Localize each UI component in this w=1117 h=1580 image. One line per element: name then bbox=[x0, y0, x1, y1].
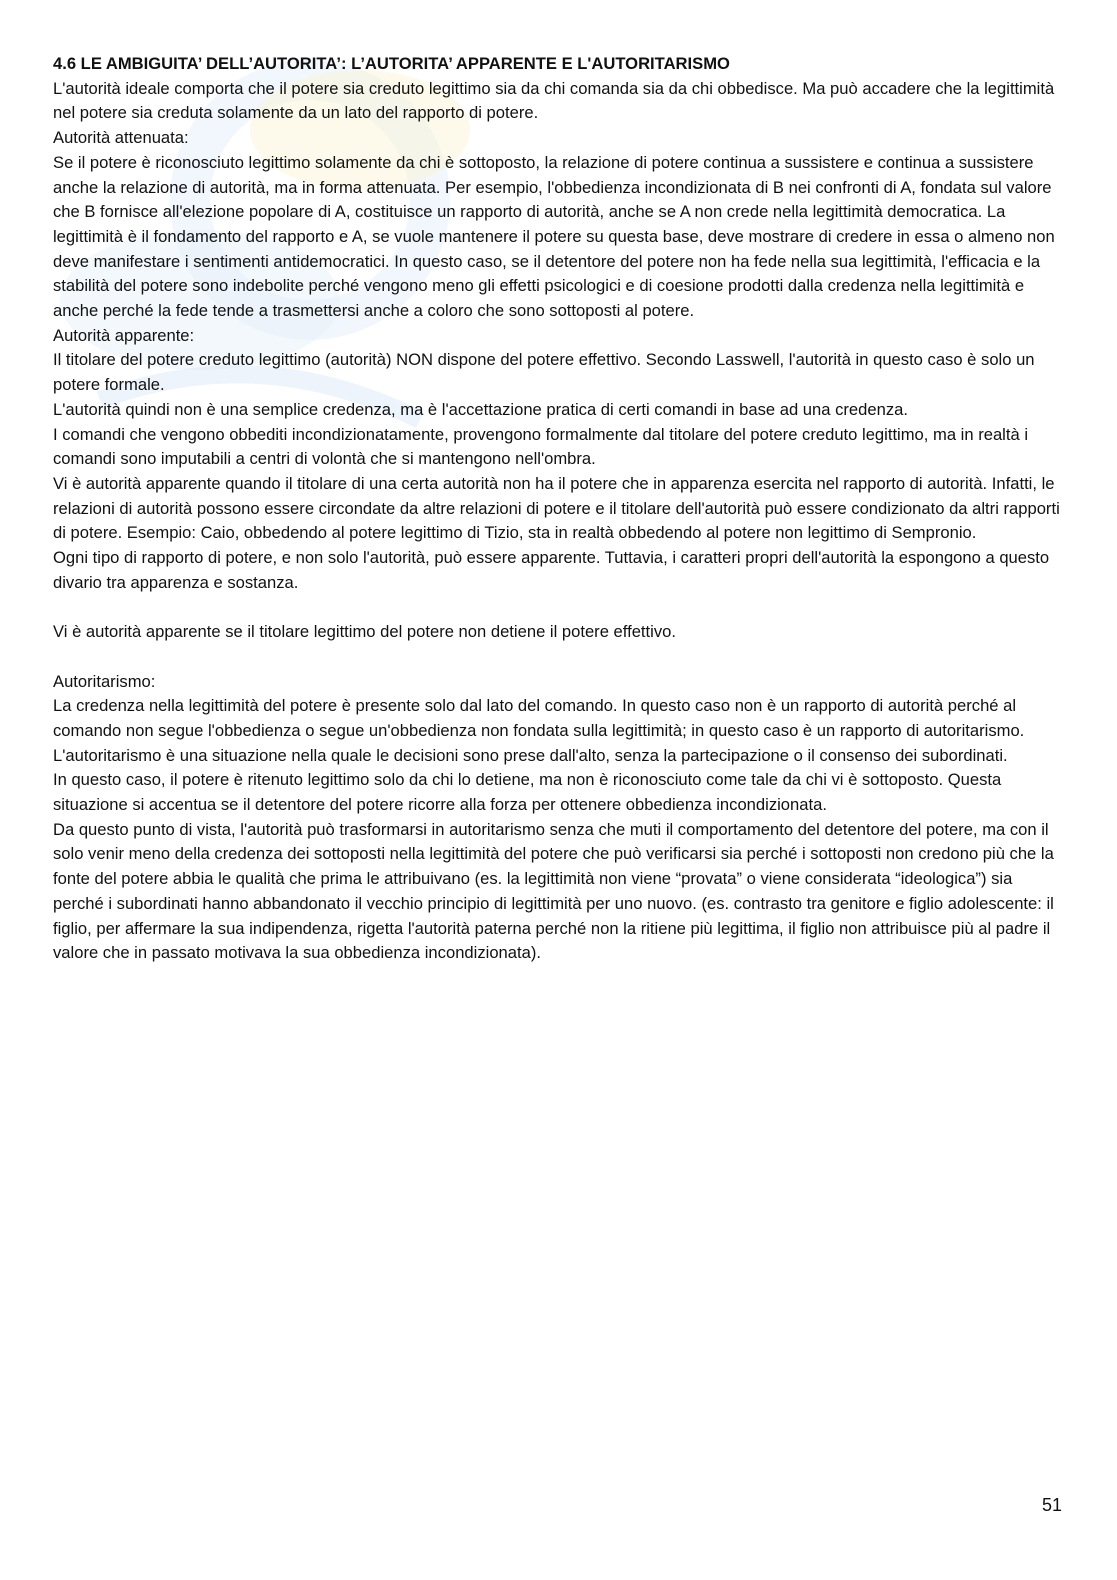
apparente-heading: Autorità apparente: bbox=[53, 325, 195, 345]
page-number: 51 bbox=[1041, 1495, 1062, 1515]
spacer bbox=[53, 595, 1063, 620]
autoritarismo-heading: Autoritarismo: bbox=[53, 671, 156, 691]
apparente-paragraph-2: L'autorità quindi non è una semplice credenza, ma è l'accettazione pratica di certi comandi in base ad una credenza. bbox=[53, 399, 908, 419]
autoritarismo-paragraph-2: In questo caso, il potere è ritenuto legittimo solo da chi lo detiene, ma non è riconosciuto come tale da chi vi è sottoposto. Questa situazione si accentua se il detentore del potere ricorre alla forza per ottenere obbedienza incondizionata. bbox=[53, 770, 1002, 815]
apparente-paragraph-3: I comandi che vengono obbediti incondizionatamente, provengono formalmente dal titolare del potere creduto legittimo, ma in realtà i comandi sono imputabili a centri di volontà che si mantengono nell'ombra. bbox=[53, 424, 1029, 469]
attenuata-heading: Autorità attenuata: bbox=[53, 128, 189, 148]
intro-paragraph: L'autorità ideale comporta che il potere sia creduto legittimo sia da chi comanda sia da chi obbedisce. Ma può accadere che la legittimità nel potere sia creduta solamente da un lato del rapporto di potere. bbox=[53, 78, 1055, 123]
apparente-summary: Vi è autorità apparente se il titolare legittimo del potere non detiene il potere effettivo. bbox=[53, 622, 676, 642]
section-title: 4.6 LE AMBIGUITA’ DELL’AUTORITA’: L’AUTORITA’ APPARENTE E L'AUTORITARISMO bbox=[53, 54, 730, 73]
attenuata-paragraph: Se il potere è riconosciuto legittimo solamente da chi è sottoposto, la relazione di potere continua a sussistere e continua a sussistere anche la relazione di autorità, ma in forma attenuata. Per esempio, l'obbedienza incondizionata di B nei confronti di A, fondata sul valore che B fornisce all'elezione popolare di A, costituisce un rapporto di autorità, anche se A non crede nella legittimità democratica. La legittimità è il fondamento del rapporto e A, se vuole mantenere il potere su questa base, deve mostrare di credere in essa o almeno non deve manifestare i sentimenti antidemocratici. In questo caso, se il detentore del potere non ha fede nella sua legittimità, l'efficacia e la stabilità del potere sono indebolite perché vengono meno gli effetti psicologici e di coesione prodotti dalla credenza nella legittimità e anche perché la fede tende a trasmettersi anche a coloro che sono sottoposti al potere. bbox=[53, 152, 1055, 321]
autoritarismo-paragraph-1: La credenza nella legittimità del potere è presente solo dal lato del comando. In questo caso non è un rapporto di autorità perché al comando non segue l'obbedienza o segue un'obbedienza non fondata sulla legittimità; in questo caso è un rapporto di autoritarismo. L'autoritarismo è una situazione nella quale le decisioni sono prese dall'alto, senza la partecipazione o il consenso dei subordinati. bbox=[53, 696, 1025, 765]
spacer bbox=[53, 645, 1063, 670]
document-body bbox=[53, 52, 1063, 966]
autoritarismo-paragraph-3: Da questo punto di vista, l'autorità può trasformarsi in autoritarismo senza che muti il comportamento del detentore del potere, ma con il solo venir meno della credenza dei sottoposti nella legittimità del potere che può verificarsi sia perché i sottoposti non credono più che la fonte del potere abbia le qualità che prima le attribuivano (es. la legittimità non viene “provata” o viene considerata “ideologica”) sia perché i subordinati hanno abbandonato il vecchio principio di legittimità per uno nuovo. (es. contrasto tra genitore e figlio adolescente: il figlio, per affermare la sua indipendenza, rigetta l'autorità paterna perché non la ritiene più legittima, il figlio non attribuisce più al padre il valore che in passato motivava la sua obbedienza incondizionata). bbox=[53, 819, 1054, 963]
apparente-paragraph-5: Ogni tipo di rapporto di potere, e non solo l'autorità, può essere apparente. Tuttavia, i caratteri propri dell'autorità la espongono a questo divario tra apparenza e sostanza. bbox=[53, 548, 1050, 592]
apparente-paragraph-4: Vi è autorità apparente quando il titolare di una certa autorità non ha il potere che in apparenza esercita nel rapporto di autorità. Infatti, le relazioni di autorità possono essere circondate da altre relazioni di potere e il titolare dell'autorità può essere condizionato da altri rapporti di potere. Esempio: Caio, obbedendo al potere legittimo di Tizio, sta in realtà obbedendo al potere non legittimo di Sempronio. bbox=[53, 473, 1060, 543]
apparente-paragraph-1: Il titolare del potere creduto legittimo (autorità) NON dispone del potere effettivo. Secondo Lasswell, l'autorità in questo caso è solo un potere formale. bbox=[53, 350, 1035, 395]
